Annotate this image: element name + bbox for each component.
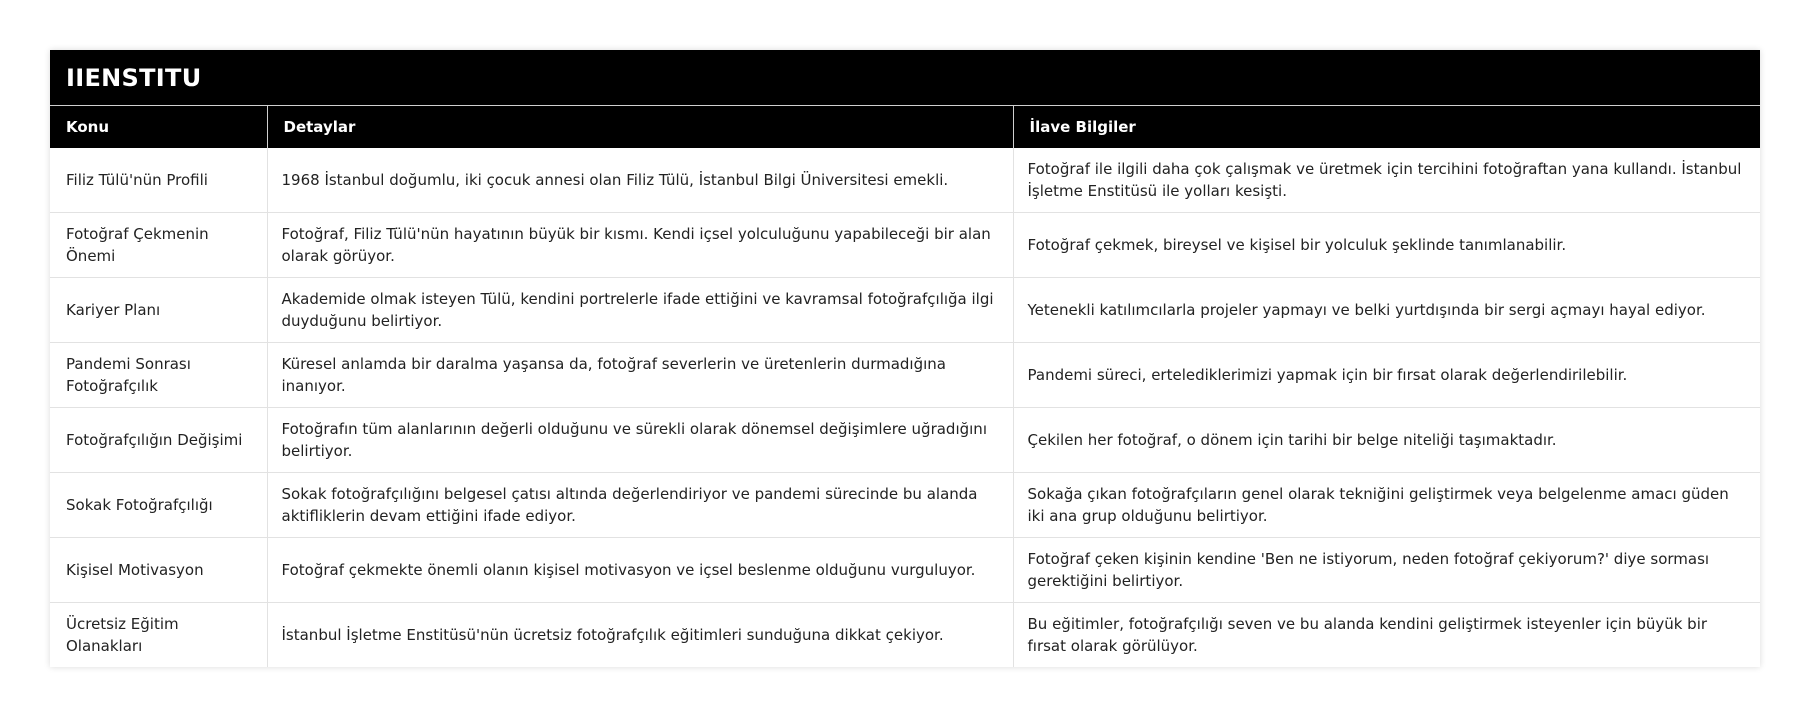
cell-topic: Pandemi Sonrası Fotoğrafçılık bbox=[50, 343, 267, 408]
info-table bbox=[50, 106, 1760, 667]
cell-extra-info: Sokağa çıkan fotoğrafçıların genel olarak tekniğini geliştirmek veya belgelenme amacı güden iki ana grup olduğunu belirtiyor. bbox=[1013, 473, 1760, 538]
table-row bbox=[50, 538, 1760, 603]
cell-details: Küresel anlamda bir daralma yaşansa da, fotoğraf severlerin ve üretenlerin durmadığına inanıyor. bbox=[267, 343, 1013, 408]
table-row bbox=[50, 603, 1760, 668]
cell-topic: Sokak Fotoğrafçılığı bbox=[50, 473, 267, 538]
cell-details: Fotoğraf çekmekte önemli olanın kişisel motivasyon ve içsel beslenme olduğunu vurguluyor. bbox=[267, 538, 1013, 603]
cell-extra-info: Fotoğraf çeken kişinin kendine 'Ben ne istiyorum, neden fotoğraf çekiyorum?' diye sorması gerektiğini belirtiyor. bbox=[1013, 538, 1760, 603]
cell-details: İstanbul İşletme Enstitüsü'nün ücretsiz fotoğrafçılık eğitimleri sunduğuna dikkat çekiyor. bbox=[267, 603, 1013, 668]
cell-extra-info: Bu eğitimler, fotoğrafçılığı seven ve bu alanda kendini geliştirmek isteyenler için büyük bir fırsat olarak görülüyor. bbox=[1027, 615, 1708, 655]
cell-extra-info: Yetenekli katılımcılarla projeler yapmayı ve belki yurtdışında bir sergi açmayı hayal ediyor. bbox=[1013, 278, 1760, 343]
cell-details: Fotoğraf, Filiz Tülü'nün hayatının büyük bir kısmı. Kendi içsel yolculuğunu yapabileceği bir alan olarak görüyor. bbox=[267, 213, 1013, 278]
table-row bbox=[50, 213, 1760, 278]
content-table-card bbox=[50, 50, 1760, 667]
cell-topic: Fotoğraf Çekmenin Önemi bbox=[50, 213, 267, 278]
cell-topic: Ücretsiz Eğitim Olanakları bbox=[50, 603, 267, 668]
header-konu: Konu bbox=[50, 106, 267, 148]
header-detaylar: Detaylar bbox=[267, 106, 1013, 148]
cell-details: 1968 İstanbul doğumlu, iki çocuk annesi olan Filiz Tülü, İstanbul Bilgi Üniversitesi emekli. bbox=[267, 148, 1013, 213]
brand-title: IIENSTITU bbox=[50, 50, 1760, 106]
header-ilave-bilgiler: İlave Bilgiler bbox=[1013, 106, 1760, 148]
table-row bbox=[50, 343, 1760, 408]
table-row bbox=[50, 148, 1760, 213]
cell-topic: Kariyer Planı bbox=[50, 278, 267, 343]
cell-topic: Kişisel Motivasyon bbox=[50, 538, 267, 603]
cell-extra-info: Fotoğraf çekmek, bireysel ve kişisel bir yolculuk şeklinde tanımlanabilir. bbox=[1013, 213, 1760, 278]
cell-details: Akademide olmak isteyen Tülü, kendini portrelerle ifade ettiğini ve kavramsal fotoğrafçılığa ilgi duyduğunu belirtiyor. bbox=[267, 278, 1013, 343]
cell-extra-info: Çekilen her fotoğraf, o dönem için tarihi bir belge niteliği taşımaktadır. bbox=[1013, 408, 1760, 473]
cell-extra-info: Pandemi süreci, ertelediklerimizi yapmak için bir fırsat olarak değerlendirilebilir. bbox=[1013, 343, 1760, 408]
table-row bbox=[50, 473, 1760, 538]
cell-details: Fotoğrafın tüm alanlarının değerli olduğunu ve sürekli olarak dönemsel değişimlere uğradığını belirtiyor. bbox=[267, 408, 1013, 473]
table-row bbox=[50, 408, 1760, 473]
table-header-row bbox=[50, 106, 1760, 148]
cell-extra-info: Fotoğraf ile ilgili daha çok çalışmak ve üretmek için tercihini fotoğraftan yana kullandı. İstanbul İşletme Enstitüsü ile yolları kesişti. bbox=[1013, 148, 1760, 213]
table-row bbox=[50, 278, 1760, 343]
cell-details: Sokak fotoğrafçılığını belgesel çatısı altında değerlendiriyor ve pandemi sürecinde bu alanda aktifliklerin devam ettiğini ifade ediyor. bbox=[267, 473, 1013, 538]
cell-topic: Fotoğrafçılığın Değişimi bbox=[50, 408, 267, 473]
cell-topic: Filiz Tülü'nün Profili bbox=[50, 148, 267, 213]
